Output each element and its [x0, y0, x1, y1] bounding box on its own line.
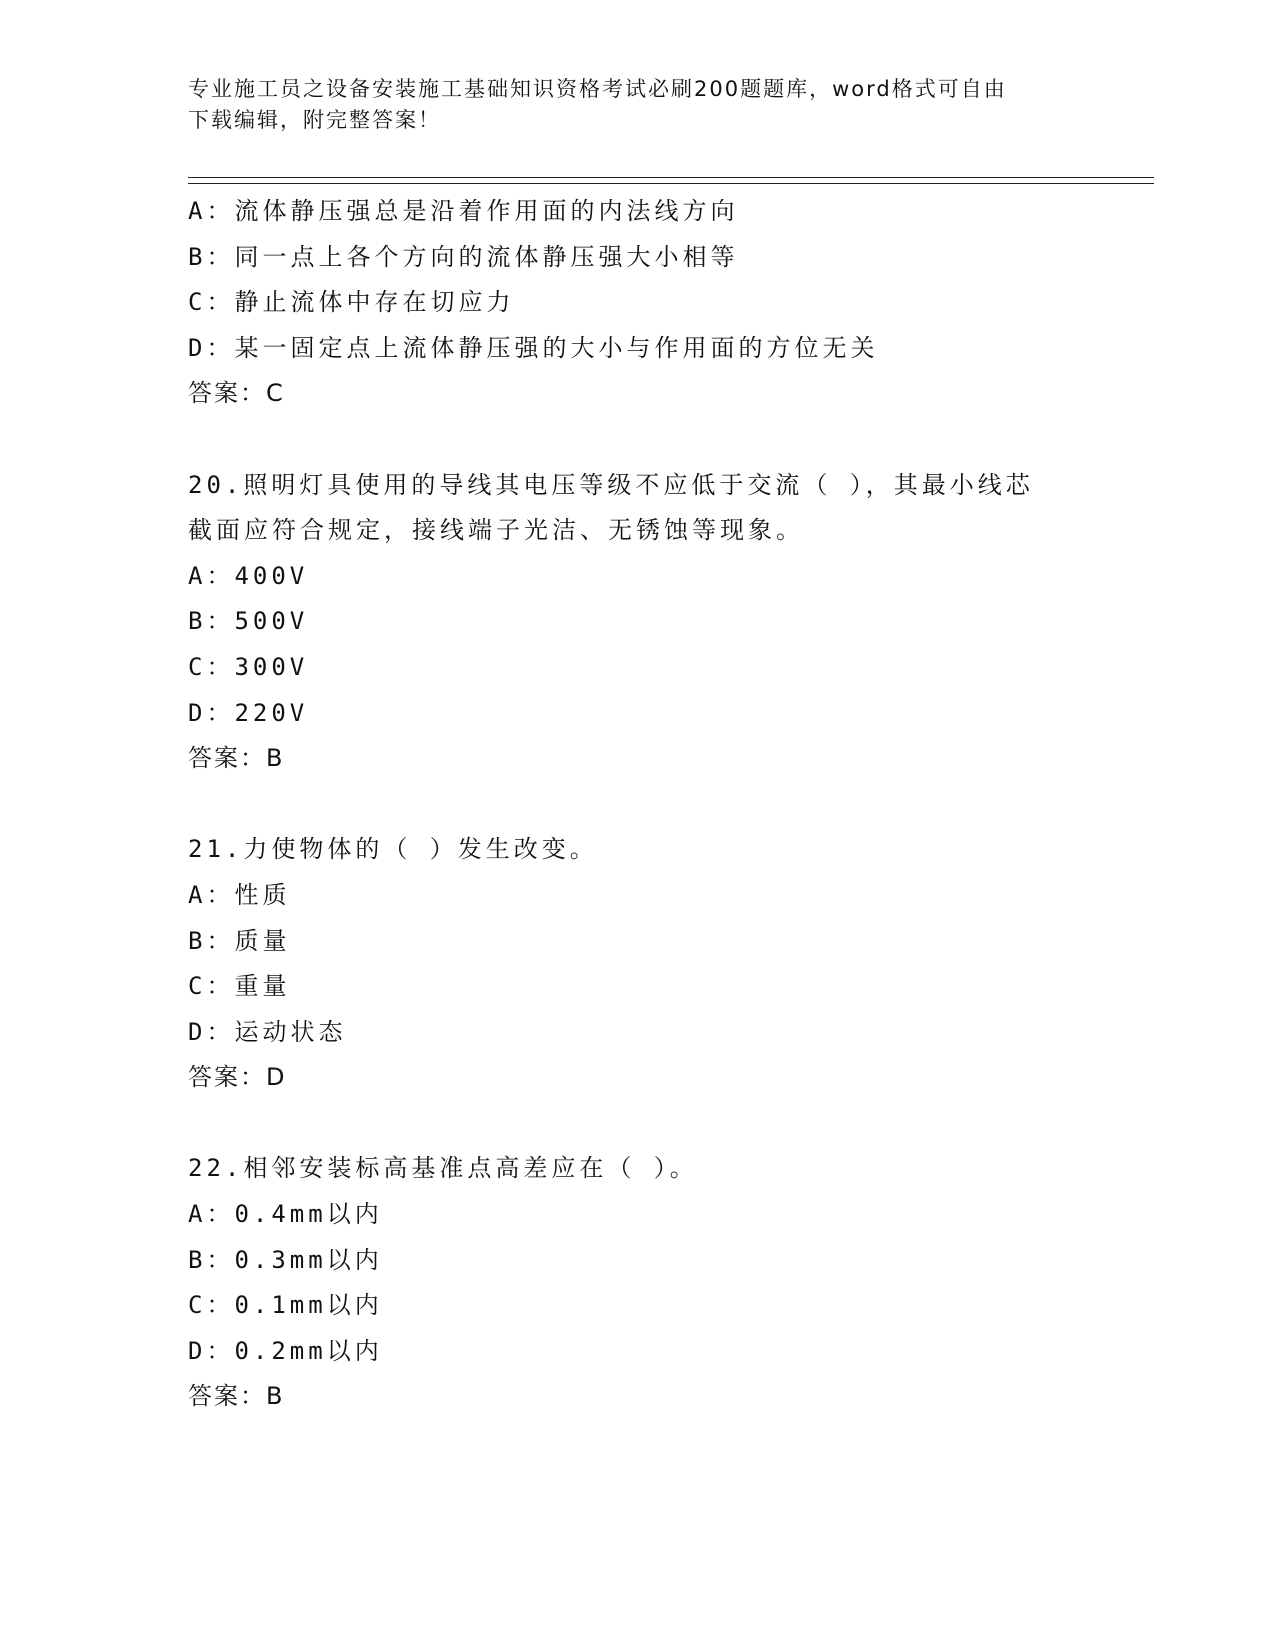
question-stem-line-1: 20.照明灯具使用的导线其电压等级不应低于交流（ ），其最小线芯	[188, 470, 1034, 499]
option-d: D：220V	[188, 698, 309, 727]
option-a: A：0.4mm以内	[188, 1200, 383, 1229]
option-c: C：静止流体中存在切应力	[188, 288, 515, 317]
document-header	[188, 74, 1088, 136]
option-a: A：400V	[188, 561, 309, 590]
question-22	[188, 1146, 1148, 1420]
question-20	[188, 463, 1148, 782]
option-d: D：运动状态	[188, 1017, 347, 1046]
question-19-continued	[188, 189, 1148, 417]
option-c: C：300V	[188, 652, 309, 681]
option-a: A：流体静压强总是沿着作用面的内法线方向	[188, 197, 739, 225]
answer-line: 答案：D	[188, 1063, 287, 1092]
option-b: B：质量	[188, 926, 291, 955]
header-line-2: 下载编辑，附完整答案！	[188, 108, 441, 132]
question-stem-line-1: 21.力使物体的（ ）发生改变。	[188, 835, 598, 864]
answer-line: 答案：B	[188, 744, 285, 773]
option-c: C：0.1mm以内	[188, 1291, 383, 1320]
header-line-1: 专业施工员之设备安装施工基础知识资格考试必刷200题题库，word格式可自由	[188, 77, 1007, 101]
question-list	[188, 189, 1148, 1420]
option-b: B：0.3mm以内	[188, 1245, 383, 1274]
option-b: B：同一点上各个方向的流体静压强大小相等	[188, 242, 739, 271]
spacer	[188, 417, 1148, 463]
option-d: D：0.2mm以内	[188, 1336, 383, 1365]
question-stem-line-2: 截面应符合规定，接线端子光洁、无锈蚀等现象。	[188, 516, 804, 545]
answer-line: 答案：B	[188, 1382, 285, 1411]
header-divider-bottom	[188, 183, 1154, 184]
option-c: C：重量	[188, 972, 291, 1001]
spacer	[188, 1101, 1148, 1147]
answer-line: 答案：C	[188, 379, 285, 408]
header-divider-top	[188, 177, 1154, 178]
option-b: B：500V	[188, 607, 309, 636]
question-stem-line-1: 22.相邻安装标高基准点高差应在（ ）。	[188, 1154, 698, 1183]
option-d: D：某一固定点上流体静压强的大小与作用面的方位无关	[188, 333, 879, 362]
option-a: A：性质	[188, 880, 291, 909]
question-21	[188, 827, 1148, 1101]
spacer	[188, 782, 1148, 828]
